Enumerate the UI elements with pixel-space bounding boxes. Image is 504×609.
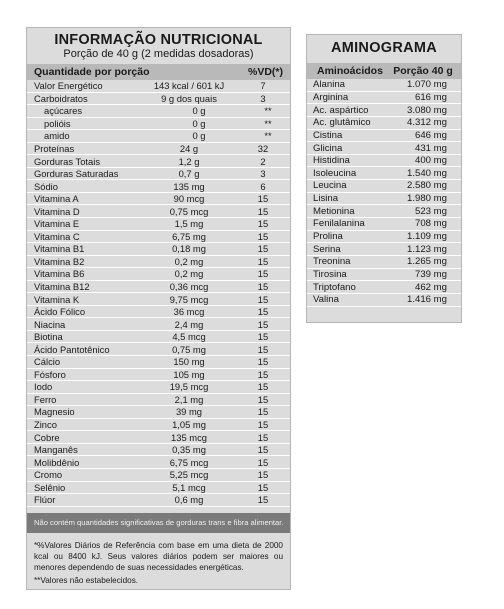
nutrition-row (27, 431, 290, 444)
nutrient-name: Proteínas (34, 143, 75, 154)
nutrient-name: Sódio (34, 180, 58, 192)
nutrient-name: Niacina (34, 318, 66, 330)
aminogram-row (307, 180, 461, 193)
aminoacid-amount: 523 mg (415, 205, 447, 217)
nutrition-row (27, 168, 290, 181)
aminoacid-name: Ac. glutâmico (313, 117, 371, 129)
aminoacid-amount: 2.580 mg (406, 180, 447, 192)
nutrient-daily-value: 15 (257, 381, 269, 393)
nutrient-amount: 4,5 mcg (172, 331, 206, 343)
nutrient-name: Cromo (34, 469, 63, 481)
aminoacid-amount: 1.416 mg (406, 294, 447, 306)
aminoacid-amount: 1.980 mg (406, 193, 447, 205)
nutrient-amount: 0 g (192, 130, 206, 142)
nutrient-name: Vitamina B12 (34, 281, 90, 293)
header-vd-label: %VD(*) (247, 66, 283, 78)
nutrient-daily-value: ** (264, 117, 272, 129)
nutrient-daily-value: 15 (257, 306, 269, 318)
nutrient-name: Gorduras Saturadas (34, 168, 119, 180)
nutrient-amount: 19,5 mcg (169, 381, 209, 393)
nutrient-name: Vitamina D (34, 205, 80, 217)
nutrient-daily-value: 15 (257, 293, 269, 305)
nutrient-name: Ferro (34, 393, 57, 405)
nutrition-title: INFORMAÇÃO NUTRICIONAL (54, 32, 263, 48)
nutrient-daily-value: ** (264, 130, 272, 142)
aminoacid-amount: 3.080 mg (406, 104, 447, 116)
nutrient-daily-value: 15 (257, 255, 269, 267)
aminoacid-amount: 616 mg (415, 91, 447, 103)
nutrient-amount: 0 g (192, 117, 206, 129)
nutrient-name: Vitamina B2 (34, 255, 85, 267)
aminoacid-amount: 1.540 mg (406, 167, 447, 179)
nutrition-row (27, 231, 290, 244)
nutrition-row (27, 331, 290, 344)
nutrient-daily-value: 15 (257, 243, 269, 255)
nutrition-row (27, 256, 290, 269)
nutrition-row (27, 293, 290, 306)
nutrition-row (27, 218, 290, 231)
nutrient-amount: 150 mg (173, 356, 205, 368)
aminoacid-amount: 646 mg (415, 129, 447, 141)
nutrient-daily-value: 15 (257, 406, 269, 418)
nutrient-name: Carboidratos (34, 92, 88, 104)
aminogram-table-header (307, 63, 461, 79)
aminoacid-amount: 431 mg (415, 142, 447, 154)
aminogram-row (307, 193, 461, 206)
nutrition-table-header (27, 64, 290, 80)
nutrient-daily-value: 15 (257, 444, 269, 456)
aminoacid-amount: 1.123 mg (406, 243, 447, 255)
aminoacid-name: Valina (313, 294, 339, 306)
nutrient-daily-value: 3 (260, 92, 266, 104)
aminoacid-name: Lisina (313, 193, 339, 205)
nutrient-daily-value: 15 (257, 393, 269, 405)
aminoacid-name: Glicina (313, 142, 343, 154)
nutrient-amount: 24 g (179, 143, 199, 154)
nutrient-daily-value: 6 (260, 180, 266, 192)
nutrient-daily-value: 15 (257, 218, 269, 230)
aminoacid-amount: 462 mg (415, 281, 447, 293)
nutrient-daily-value: ** (264, 105, 272, 117)
nutrient-name: Flúor (34, 494, 56, 506)
nutrient-daily-value: 15 (257, 281, 269, 293)
aminogram-row (307, 269, 461, 282)
aminoacid-name: Cistina (313, 129, 343, 141)
aminoacid-name: Tirosina (313, 268, 347, 280)
nutrient-amount: 0,7 g (178, 168, 200, 180)
aminoacid-name: Triptofano (313, 281, 356, 293)
nutrition-facts-panel (26, 27, 291, 590)
nutrition-row (27, 469, 290, 482)
nutrient-daily-value: 15 (257, 494, 269, 506)
nutrition-row (27, 130, 290, 143)
nutrient-name: polióis (44, 117, 71, 129)
nutrient-amount: 5,1 mcg (172, 481, 206, 493)
nutrient-amount: 1,05 mg (172, 419, 206, 431)
nutrition-row (27, 406, 290, 419)
nutrient-name: Vitamina E (34, 218, 80, 230)
nutrient-name: Molibdênio (34, 456, 80, 468)
nutrition-row (27, 318, 290, 331)
nutrient-daily-value: 32 (257, 143, 269, 154)
aminogram-row (307, 92, 461, 105)
aminogram-title: AMINOGRAMA (330, 40, 438, 56)
nutrient-name: Cálcio (34, 356, 61, 368)
aminogram-row (307, 104, 461, 117)
aminoacid-name: Arginina (313, 91, 349, 103)
header-portion-label: Porção 40 g (393, 65, 453, 77)
nutrient-daily-value: 15 (257, 193, 269, 205)
nutrient-name: Fósforo (34, 368, 66, 380)
nutrient-name: Valor Energético (34, 80, 103, 92)
nutrition-row (27, 356, 290, 369)
nutrition-row (27, 306, 290, 319)
nutrition-row (27, 118, 290, 131)
nutrition-row (27, 369, 290, 382)
aminoacid-name: Isoleucina (313, 167, 357, 179)
not-established-footnote: **Valores não estabelecidos. (34, 575, 139, 585)
aminogram-row (307, 142, 461, 155)
nutrient-name: Vitamina B1 (34, 243, 85, 255)
nutrient-name: Iodo (34, 381, 53, 393)
nutrient-amount: 9,75 mcg (169, 293, 209, 305)
nutrition-row (27, 93, 290, 106)
nutrient-name: Ácido Fólico (34, 306, 86, 318)
nutrient-daily-value: 15 (257, 419, 269, 431)
nutrient-daily-value: 15 (257, 205, 269, 217)
nutrition-row (27, 394, 290, 407)
nutrient-amount: 39 mg (175, 406, 203, 418)
aminogram-row (307, 243, 461, 256)
aminoacid-name: Treonina (313, 256, 351, 268)
nutrient-amount: 0,2 mg (174, 268, 204, 280)
nutrient-daily-value: 15 (257, 268, 269, 280)
aminoacid-amount: 1.109 mg (406, 231, 447, 242)
nutrition-row (27, 193, 290, 206)
nutrient-name: Ácido Pantotênico (34, 343, 110, 355)
nutrient-name: Zinco (34, 419, 57, 431)
nutrient-amount: 135 mg (173, 180, 205, 192)
aminoacid-name: Histidina (313, 155, 350, 167)
aminoacid-amount: 1.265 mg (406, 256, 447, 268)
nutrition-row (27, 268, 290, 281)
aminoacid-amount: 739 mg (415, 268, 447, 280)
nutrition-row (27, 343, 290, 356)
aminoacid-name: Ac. aspártico (313, 104, 369, 116)
nutrient-amount: 1,2 g (178, 155, 200, 167)
nutrition-table-body (27, 80, 290, 507)
aminoacid-name: Metionina (313, 205, 355, 217)
aminogram-row (307, 231, 461, 244)
nutrient-daily-value: 2 (260, 155, 266, 167)
nutrient-daily-value: 15 (257, 368, 269, 380)
aminoacid-name: Leucina (313, 180, 347, 192)
nutrient-amount: 0,35 mg (172, 444, 206, 456)
aminogram-row (307, 256, 461, 269)
nutrient-amount: 0,2 mg (174, 255, 204, 267)
nutrition-row (27, 494, 290, 507)
header-quantity-label: Quantidade por porção (34, 66, 150, 78)
aminoacid-name: Fenilalanina (313, 218, 365, 230)
nutrient-amount: 0,75 mg (172, 343, 206, 355)
aminogram-row (307, 79, 461, 92)
nutrient-amount: 9 g dos quais (161, 92, 217, 104)
aminogram-panel (306, 34, 462, 323)
nutrition-row (27, 180, 290, 193)
nutrition-row (27, 105, 290, 118)
nutrient-name: Biotina (34, 331, 63, 343)
nutrient-amount: 2,1 mg (174, 393, 204, 405)
nutrient-amount: 5,25 mcg (169, 469, 209, 481)
nutrient-name: Manganês (34, 444, 78, 456)
aminoacid-name: Alanina (313, 79, 346, 91)
nutrition-row (27, 281, 290, 294)
nutrient-amount: 2,4 mg (174, 318, 204, 330)
nutrient-name: açúcares (44, 105, 83, 117)
nutrition-row (27, 444, 290, 457)
nutrient-daily-value: 15 (257, 356, 269, 368)
nutrient-amount: 90 mcg (173, 193, 205, 205)
nutrient-name: Selênio (34, 481, 66, 493)
aminogram-row (307, 205, 461, 218)
nutrient-name: amido (44, 130, 70, 142)
nutrient-name: Gorduras Totais (34, 155, 101, 167)
nutrient-name: Vitamina K (34, 293, 80, 305)
nutrient-name: Vitamina B6 (34, 268, 85, 280)
nutrition-row (27, 205, 290, 218)
nutrient-daily-value: 15 (257, 456, 269, 468)
aminoacid-amount: 400 mg (415, 155, 447, 167)
nutrition-row (27, 482, 290, 495)
nutrient-daily-value: 15 (257, 343, 269, 355)
aminogram-row (307, 218, 461, 231)
nutrient-daily-value: 15 (257, 331, 269, 343)
nutrient-amount: 105 mg (173, 368, 205, 380)
nutrient-name: Magnesio (34, 406, 75, 418)
nutrient-daily-value: 15 (257, 318, 269, 330)
nutrient-amount: 143 kcal / 601 kJ (153, 80, 225, 92)
nutrition-row (27, 155, 290, 168)
nutrient-amount: 0,36 mcg (169, 281, 209, 293)
daily-value-footnote: *%Valores Diários de Referência com base em uma dieta de 2000 kcal ou 8400 kJ. Seus valores diários podem ser maiores ou menores dependendo de suas necessidades energéticas. (34, 540, 283, 573)
nutrient-daily-value: 15 (257, 481, 269, 493)
aminogram-row (307, 155, 461, 168)
nutrient-daily-value: 3 (260, 168, 266, 180)
nutrient-amount: 0,75 mcg (169, 205, 209, 217)
nutrition-row (27, 456, 290, 469)
nutrient-amount: 0 g (192, 105, 206, 117)
nutrition-row (27, 80, 290, 93)
nutrition-row (27, 419, 290, 432)
nutrient-daily-value: 15 (257, 431, 269, 443)
aminogram-row (307, 117, 461, 130)
aminogram-row (307, 294, 461, 307)
header-aminoacid-label: Aminoácidos (317, 65, 383, 77)
nutrient-amount: 36 mcg (173, 306, 205, 318)
nutrient-amount: 1,5 mg (174, 218, 204, 230)
aminoacid-amount: 708 mg (415, 218, 447, 230)
serving-size: Porção de 40 g (2 medidas dosadoras) (63, 48, 254, 60)
aminogram-table-body (307, 79, 461, 307)
nutrient-name: Vitamina A (34, 193, 79, 205)
nutrient-daily-value: 7 (260, 80, 266, 92)
aminoacid-name: Prolina (313, 231, 343, 242)
nutrient-amount: 6,75 mcg (169, 456, 209, 468)
aminoacid-amount: 1.070 mg (406, 79, 447, 91)
aminoacid-name: Serina (313, 243, 341, 255)
nutrient-amount: 135 mcg (171, 431, 207, 443)
aminogram-row (307, 130, 461, 143)
nutrient-daily-value: 15 (257, 469, 269, 481)
aminogram-row (307, 167, 461, 180)
aminogram-row (307, 281, 461, 294)
nutrition-row (27, 381, 290, 394)
nutrient-amount: 0,6 mg (174, 494, 204, 506)
aminoacid-amount: 4.312 mg (406, 117, 447, 129)
nutrient-name: Vitamina C (34, 230, 80, 242)
nutrient-amount: 0,18 mg (172, 243, 206, 255)
nutrition-row (27, 143, 290, 156)
trans-fat-note: Não contém quantidades significativas de gorduras trans e fibra alimentar. (27, 513, 290, 533)
nutrient-amount: 6,75 mg (172, 230, 206, 242)
nutrition-row (27, 243, 290, 256)
nutrient-daily-value: 15 (257, 230, 269, 242)
nutrient-name: Cobre (34, 431, 60, 443)
